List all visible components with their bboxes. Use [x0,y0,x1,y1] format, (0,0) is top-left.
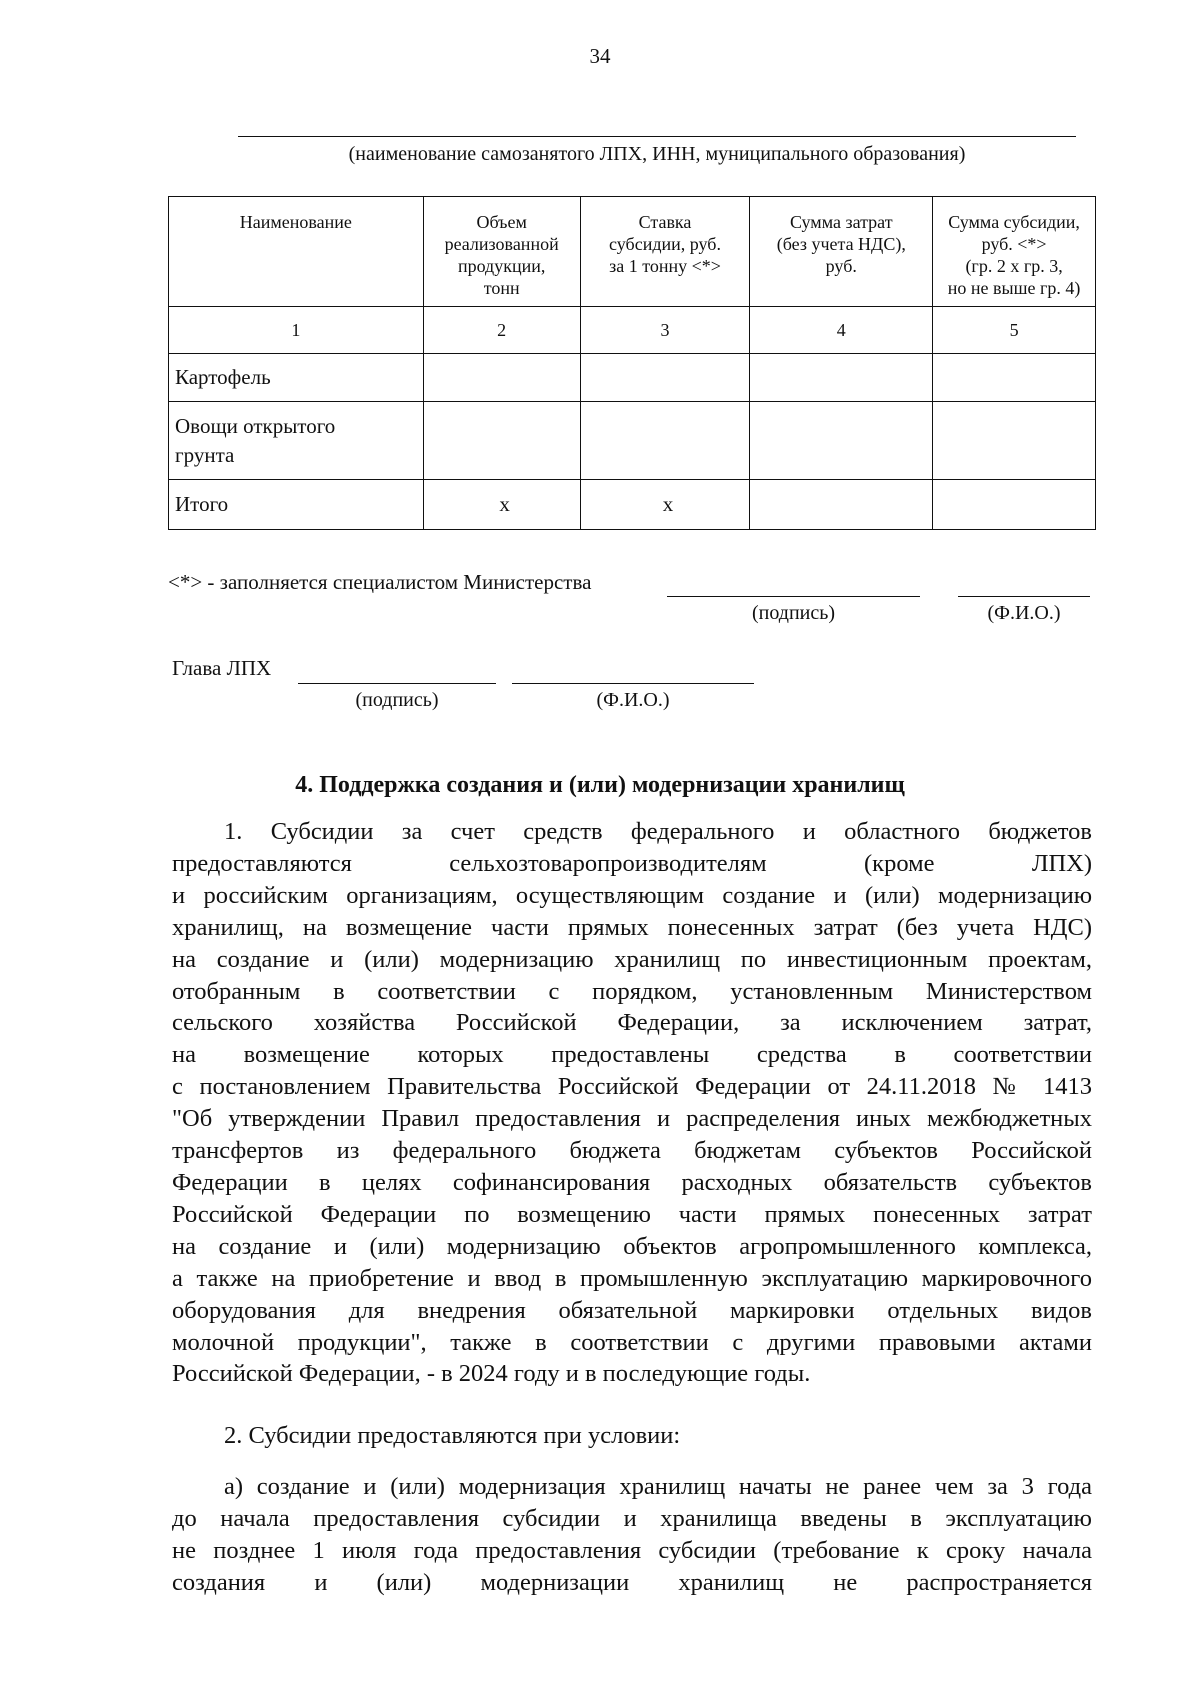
head-signature-line [298,683,496,684]
header-volume: Объем реализованной продукции, тонн [423,197,580,307]
paragraph-2: 2. Субсидии предоставляются при условии: [224,1422,681,1449]
column-number: 3 [580,307,750,354]
header-rate: Ставка субсидии, руб. за 1 тонну <*> [580,197,750,307]
table-row [169,402,1096,480]
row-costs [750,402,933,480]
header-costs: Сумма затрат (без учета НДС), руб. [750,197,933,307]
page-number: 34 [589,44,611,68]
subsidy-table [168,196,1096,530]
column-number: 5 [933,307,1096,354]
section-title: 4. Поддержка создания и (или) модернизации хранилищ [295,772,905,798]
column-number-row [169,307,1096,354]
column-number: 1 [169,307,424,354]
fio-caption: (Ф.И.О.) [987,602,1061,624]
table-row [169,354,1096,402]
row-rate [580,402,750,480]
signature-line [667,596,920,597]
column-number: 4 [750,307,933,354]
row-volume: х [423,480,580,530]
row-volume [423,354,580,402]
signature-caption: (подпись) [751,602,836,624]
fio-line [958,596,1090,597]
table-header-row [169,197,1096,307]
table-row [169,480,1096,530]
head-fio-line [512,683,754,684]
footnote-text: <*> - заполняется специалистом Министерства [168,570,592,594]
paragraph-3: а) создание и (или) модернизация хранилищ начаты не ранее чем за 3 года до начала предоставления субсидии и хранилища введены в эксплуатацию не позднее 1 июля года предоставления субсидии (требование к сроку начала создания и (или) модернизации хранилищ не распространяется [172,1473,1092,1596]
paragraph-1: 1. Субсидии за счет средств федерального и областного бюджетов предоставляются сельхозтоваропроизводителям (кроме ЛПХ) и российским организациям, осуществляющим создание и (или) модернизацию хранилищ, на возмещение части прямых понесенных затрат (без учета НДС) на создание и (или) модернизацию хранилищ по инвестиционным проектам, отобранным в соответствии с порядком, установленным Министерством сельского хозяйства Российской Федерации, за исключением затрат, на возмещение которых предоставлены средства в соответствии с постановлением Правительства Российской Федерации от 24.11.2018 № 1413 "Об утверждении Правил предоставления и распределения иных межбюджетных трансфертов из федерального бюджета бюджетам субъектов Российской Федерации в целях софинансирования расходных обязательств субъектов Российской Федерации по возмещению части прямых понесенных затрат на создание и (или) модернизацию объектов агропромышленного комплекса, а также на приобретение и ввод в промышленную эксплуатацию маркировочного оборудования для внедрения обязательной маркировки отдельных видов молочной продукции", также в соответствии с другими правовыми актами Российской Федерации, - в 2024 году и в последующие годы. [172,818,1092,1388]
row-volume [423,402,580,480]
row-subsidy [933,354,1096,402]
header-name: Наименование [169,197,424,307]
row-name: Овощи открытого грунта [169,402,424,480]
row-name: Итого [169,480,424,530]
row-subsidy [933,402,1096,480]
header-subsidy: Сумма субсидии, руб. <*> (гр. 2 х гр. 3, но не выше гр. 4) [933,197,1096,307]
row-costs [750,480,933,530]
head-signature-caption: (подпись) [355,689,439,711]
row-subsidy [933,480,1096,530]
head-fio-caption: (Ф.И.О.) [596,689,670,711]
row-costs [750,354,933,402]
name-fill-line [238,136,1076,137]
row-name: Картофель [169,354,424,402]
head-label: Глава ЛПХ [172,656,272,680]
header-caption: (наименование самозанятого ЛПХ, ИНН, муниципального образования) [348,143,966,165]
column-number: 2 [423,307,580,354]
row-rate [580,354,750,402]
row-rate: х [580,480,750,530]
